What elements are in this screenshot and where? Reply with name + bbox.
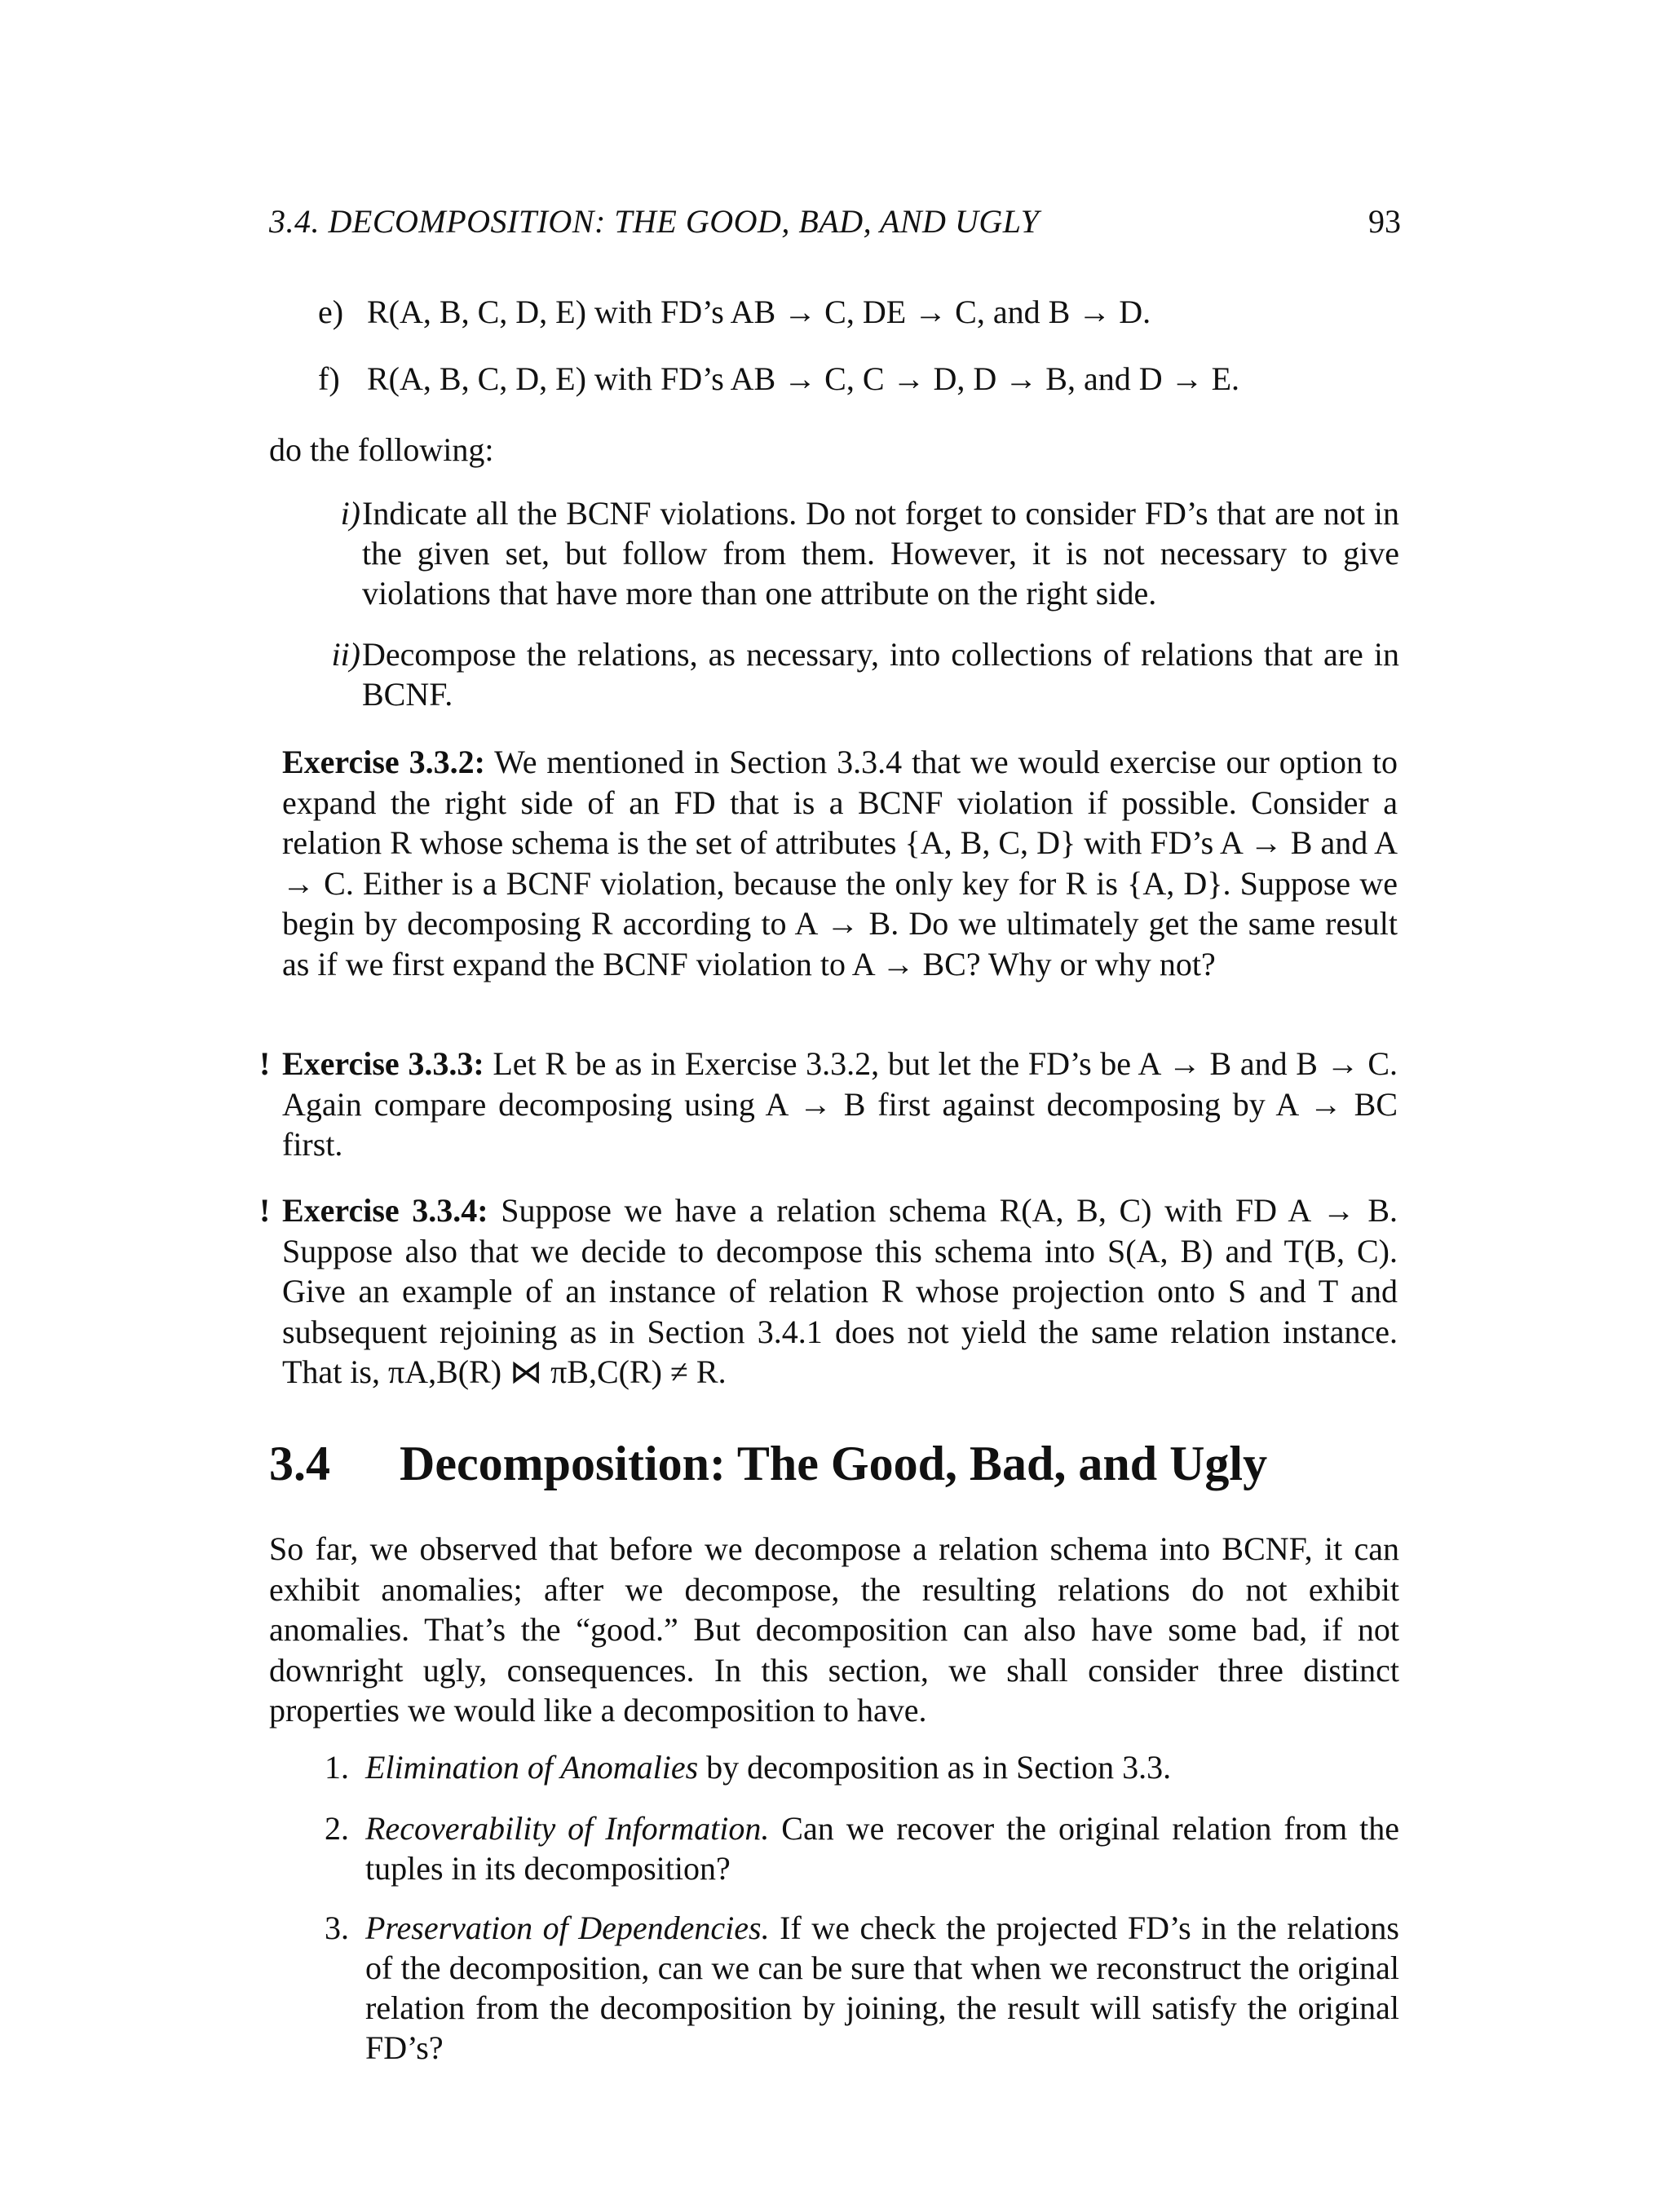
property-name: Recoverability of Information. [365, 1810, 770, 1847]
section-number: 3.4 [269, 1437, 330, 1490]
running-head-title: 3.4. DECOMPOSITION: THE GOOD, BAD, AND UGLY [269, 203, 1040, 240]
property-text [365, 1808, 1399, 1888]
exercise-text: Suppose we have a relation schema R(A, B, C) with FD A → B. Suppose also that we decide to decompose this schema into S(A, B) and T(B, C). Give an example of an instance of relation R whose projection onto S and T and subsequent rejoining as in Section 3.4.1 does not yield the same relation instance. That is, πA,B(R) ⋈ πB,C(R) ≠ R. [282, 1192, 1398, 1390]
property-number: 2. [325, 1810, 349, 1847]
property-description: by decomposition as in Section 3.3. [698, 1749, 1172, 1786]
exercise-3-3-2 [282, 742, 1398, 984]
property-number: 3. [325, 1910, 349, 1946]
section-title: Decomposition: The Good, Bad, and Ugly [400, 1437, 1268, 1490]
item-label: f) [318, 360, 340, 397]
section-intro-paragraph: So far, we observed that before we decompose a relation schema into BCNF, it can exhibit anomalies; after we decompose, the resulting relations do not exhibit anomalies. That’s the “good.” But decomposition can also have some bad, if not downright ugly, consequences. In this section, we shall consider three distinct properties we would like a decomposition to have. [269, 1530, 1399, 1729]
exercise-title: Exercise 3.3.3: [282, 1045, 484, 1082]
section-heading [269, 1435, 1403, 1492]
exercise-3-3-3 [259, 1044, 1398, 1165]
item-label: e) [318, 294, 344, 330]
property-description: Can we recover the original relation from the tuples in its decomposition? [365, 1810, 1400, 1887]
property-number: 1. [325, 1749, 349, 1786]
task-label: i) [340, 495, 360, 532]
running-head [269, 202, 1403, 241]
item-text: R(A, B, C, D, E) with FD’s AB → C, C → D, D → B, and D → E. [367, 360, 1240, 397]
task-label: ii) [331, 636, 360, 673]
do-following-text: do the following: [269, 431, 494, 468]
exercise-text: We mentioned in Section 3.3.4 that we would exercise our option to expand the right side of an FD that is a BCNF violation if possible. Consider a relation R whose schema is the set of attributes {A, B, C, D} with FD’s A → B and A → C. Either is a BCNF violation, because the only key for R is {A, D}. Suppose we begin by decomposing R according to A → B. Do we ultimately get the same result as if we first expand the BCNF violation to A → BC? Why or why not? [282, 744, 1398, 982]
property-description: If we check the projected FD’s in the relations of the decomposition, can we can be sure that when we reconstruct the original relation from the decomposition by joining, the result will satisfy the original FD’s? [365, 1910, 1399, 2066]
property-name: Elimination of Anomalies [365, 1749, 699, 1786]
exercise-item-f [318, 359, 1403, 400]
task-text: Decompose the relations, as necessary, into collections of relations that are in BCNF. [362, 636, 1399, 713]
exercise-title: Exercise 3.3.2: [282, 744, 485, 780]
property-text [365, 1908, 1399, 2068]
page-number: 93 [1368, 203, 1401, 240]
property-text [365, 1747, 1399, 1787]
task-text: Indicate all the BCNF violations. Do not forget to consider FD’s that are not in the given set, but follow from them. However, it is not necessary to give violations that have more than one attribute on the right side. [362, 495, 1399, 612]
exercise-title: Exercise 3.3.4: [282, 1192, 488, 1229]
exercise-item-e [318, 292, 1403, 333]
difficulty-mark: ! [259, 1045, 271, 1082]
exercise-3-3-4 [259, 1190, 1398, 1393]
item-text: R(A, B, C, D, E) with FD’s AB → C, DE → C, and B → D. [367, 294, 1151, 330]
difficulty-mark: ! [259, 1192, 271, 1229]
exercise-text: Let R be as in Exercise 3.3.2, but let the FD’s be A → B and B → C. Again compare decomposing using A → B first against decomposing by A → BC first. [282, 1045, 1398, 1163]
property-name: Preservation of Dependencies. [365, 1910, 770, 1946]
